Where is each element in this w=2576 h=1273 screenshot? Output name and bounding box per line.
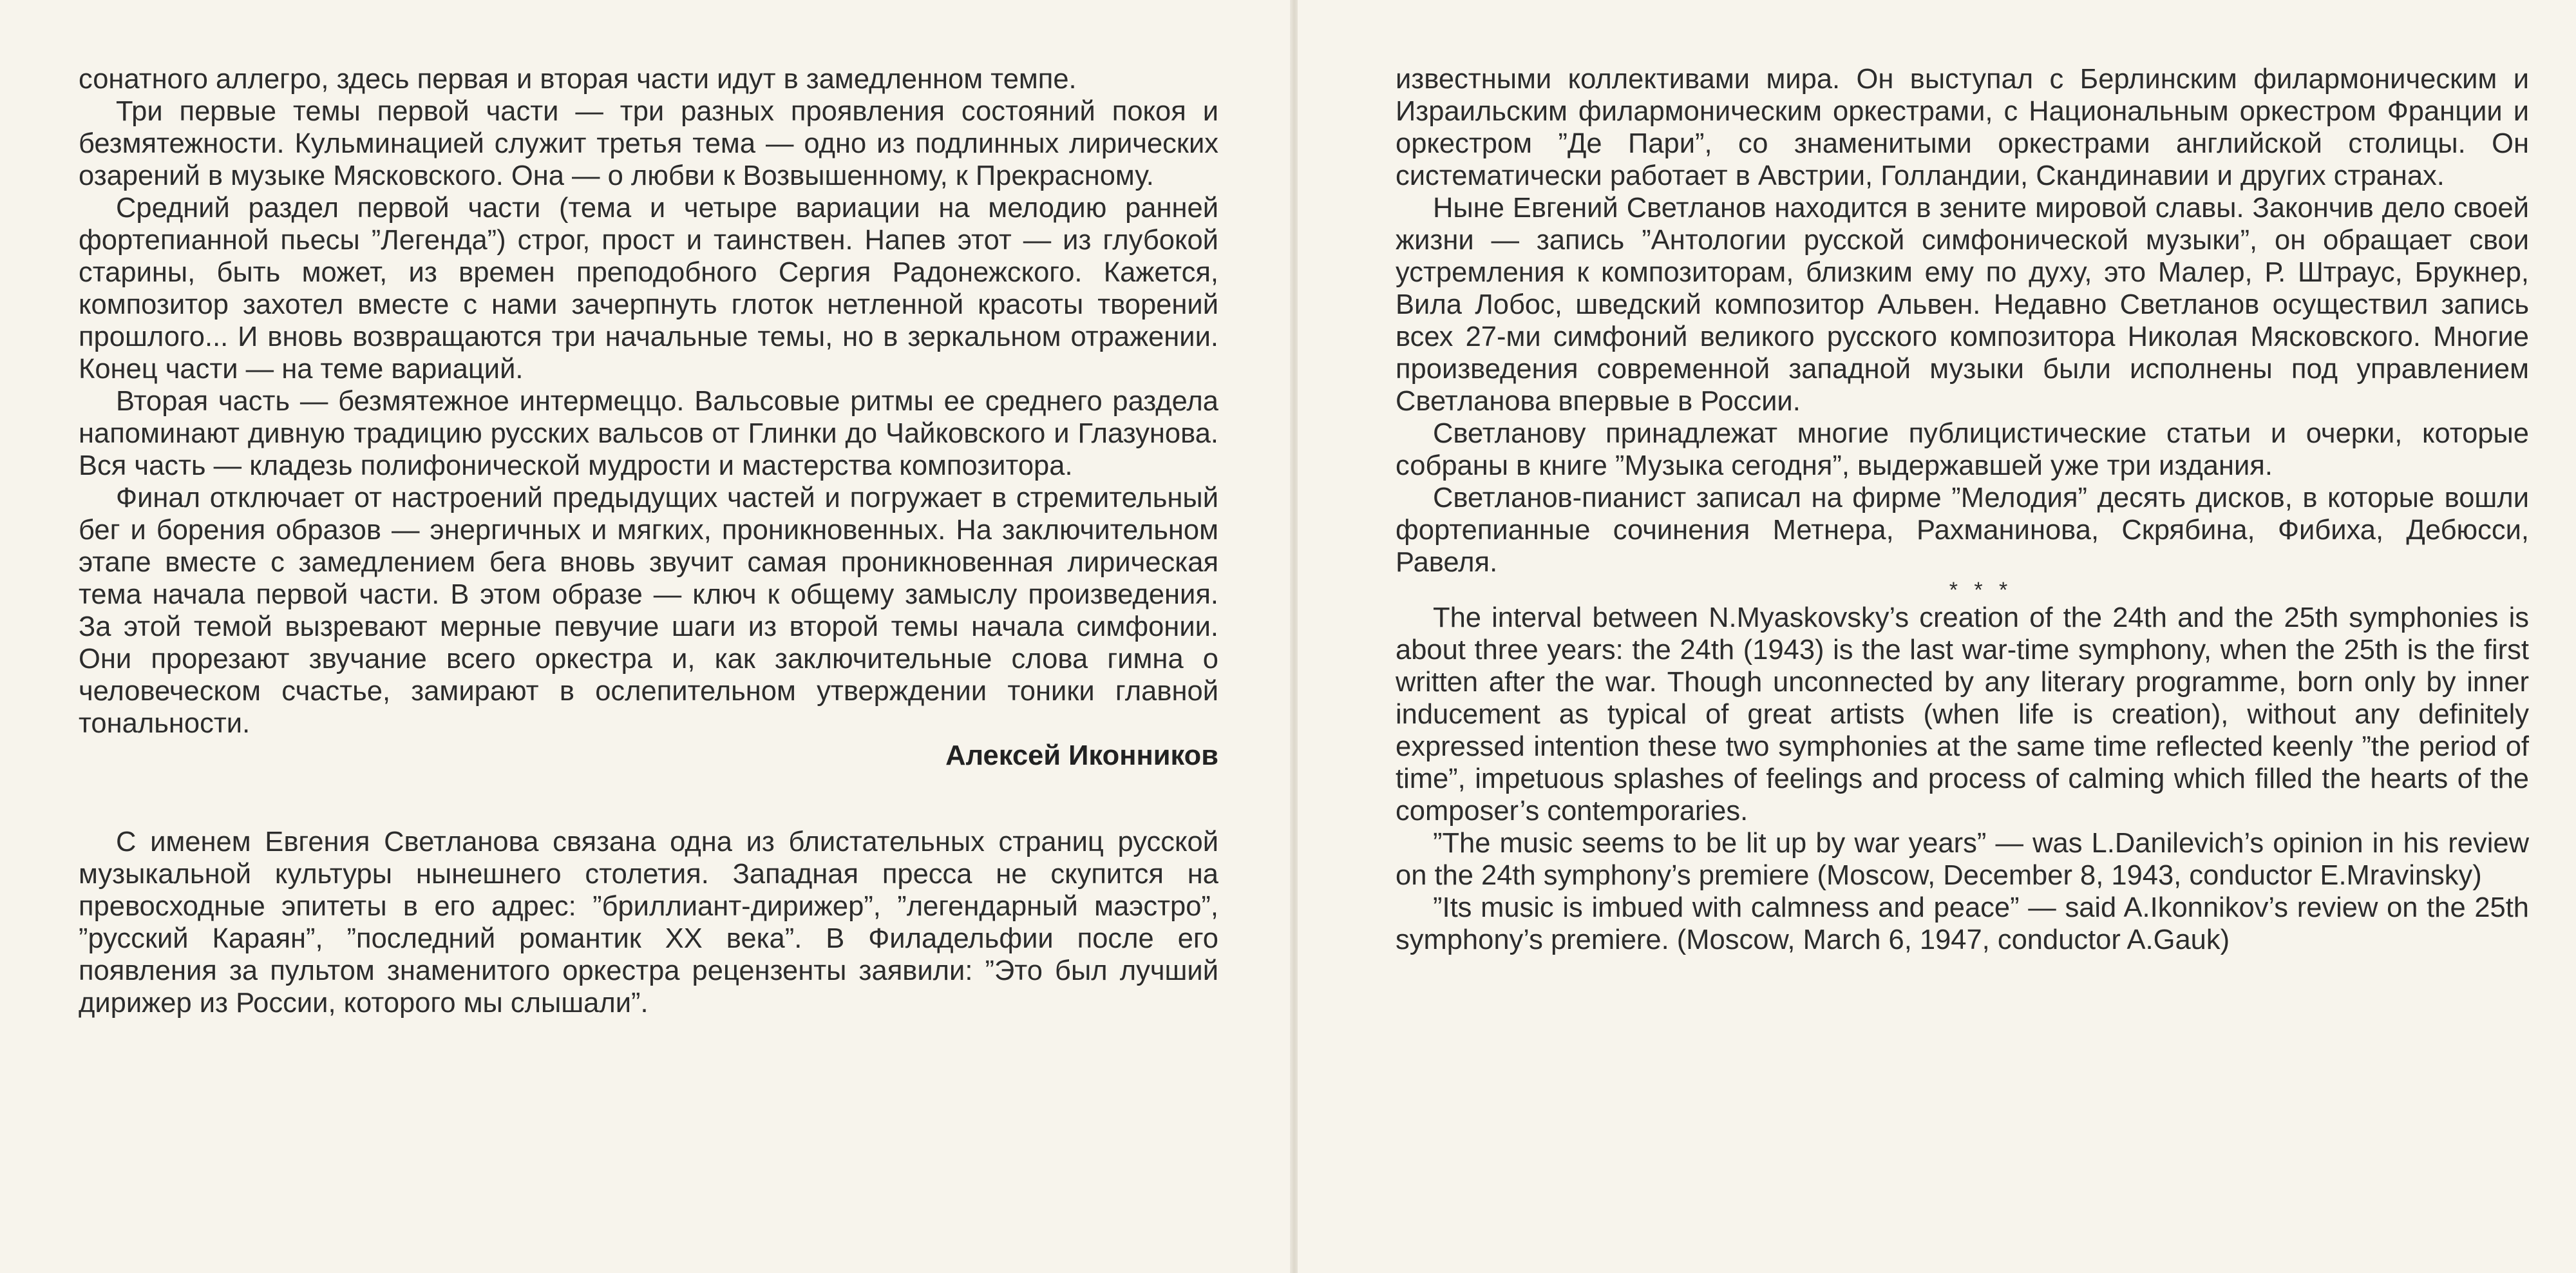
paragraph: Ныне Евгений Светланов находится в зените мировой славы. Закончив дело своей жизни — запись ”Антологии русской симфонической музыки”, он обращает свои устремления к композиторам, близким ему по духу, это Малер, Р. Штраус, Брукнер, Вила Лобос, шведский композитор Альвен. Недавно Светланов осуществил запись всех 27-ми симфоний великого русского композитора Николая Мясковского. Многие произведения современной западной музыки были исполнены под управлением Светланова впервые в России. bbox=[1396, 193, 2529, 417]
left-page-text bbox=[79, 63, 1218, 1019]
paragraph: С именем Евгения Светланова связана одна из блистательных страниц русской музыкальной культуры нынешнего столетия. Западная пресса не скупится на превосходные эпитеты в его адрес: ”бриллиант-дирижер”, ”легендарный маэстро”, ”русский Караян”, ”последний романтик XX века”. В Филадельфии после его появления за пультом знаменитого оркестра рецензенты заявили: ”Это был лучший дирижер из России, которого мы слышали”. bbox=[79, 827, 1218, 1019]
paragraph: Финал отключает от настроений предыдущих частей и погружает в стремительный бег и борения образов — энергичных и мягких, проникновенных. На заключительном этапе вместе с замедлением бега вновь звучит самая проникновенная лирическая тема начала первой части. В этом образе — ключ к общему замыслу произведения. За этой темой вызревают мерные певучие шаги из второй темы начала симфонии. Они прорезают звучание всего оркестра и, как заключительные слова гимна о человеческом счастье, замирают в ослепительном утверждении тоники главной тональности. bbox=[79, 483, 1218, 739]
paragraph: Светланову принадлежат многие публицистические статьи и очерки, которые собраны в книге ”Музыка сегодня”, выдержавшей уже три издания. bbox=[1396, 418, 2529, 481]
signature-line bbox=[79, 740, 1218, 804]
paragraph: Вторая часть — безмятежное интермеццо. Вальсовые ритмы ее среднего раздела напоминают дивную традицию русских вальсов от Глинки до Чайковского и Глазунова. Вся часть — кладезь полифонической мудрости и мастерства композитора. bbox=[79, 386, 1218, 481]
paragraph: Средний раздел первой части (тема и четыре вариации на мелодию ранней фортепианной пьесы ”Легенда”) строг, прост и таинствен. Напев этот — из глубокой старины, быть может, из времен преподобного Сергия Радонежского. Кажется, композитор захотел вместе с нами зачерпнуть глоток нетленной красоты творений прошлого... И вновь возвращаются три начальные темы, но в зеркальном отражении. Конец части — на теме вариаций. bbox=[79, 193, 1218, 385]
paragraph: Светланов-пианист записал на фирме ”Мелодия” десять дисков, в которые вошли фортепианные сочинения Метнера, Рахманинова, Скрябина, Фибиха, Дебюсси, Равеля. bbox=[1396, 483, 2529, 578]
paragraph: сонатного аллегро, здесь первая и вторая части идут в замедленном темпе. bbox=[79, 64, 1077, 95]
english-paragraph: ”The music seems to be lit up by war years” — was L.Danilevich’s opinion in his review on the 24th symphony’s premiere (Moscow, December 8, 1943, conductor E.Mravinsky) bbox=[1396, 828, 2529, 891]
section-separator: * * * bbox=[1949, 578, 2013, 602]
english-paragraph: ”Its music is imbued with calmness and peace” — said A.Ikonnikov’s review on the 25th symphony’s premiere. (Moscow, March 6, 1947, conductor A.Gauk) bbox=[1396, 892, 2529, 955]
right-page-text bbox=[1396, 63, 2529, 956]
paragraph: Три первые темы первой части — три разных проявления состояний покоя и безмятежности. Кульминацией служит третья тема — одно из подлинных лирических озарений в музыке Мясковского. Она — о любви к Возвышенному, к Прекрасному. bbox=[79, 96, 1218, 191]
english-paragraph: The interval between N.Myaskovsky’s creation of the 24th and the 25th symphonies is about three years: the 24th (1943) is the last war-time symphony, when the 25th is the first written after the war. Though unconnected by any literary programme, born only by inner inducement as typical of great artists (when life is creation), without any definitely expressed intention these two symphonies at the same time reflected keenly ”the period of time”, impetuous splashes of feelings and process of calming which filled the hearts of the composer’s contemporaries. bbox=[1396, 602, 2529, 827]
paragraph: известными коллективами мира. Он выступал с Берлинским филармоническим и Израильским филармоническим оркестрами, с Национальным оркестром Франции и оркестром ”Де Пари”, со знаменитыми оркестрами английской столицы. Он систематически работает в Австрии, Голландии, Скандинавии и других странах. bbox=[1396, 64, 2529, 191]
author-signature: Алексей Иконников bbox=[945, 740, 1218, 771]
